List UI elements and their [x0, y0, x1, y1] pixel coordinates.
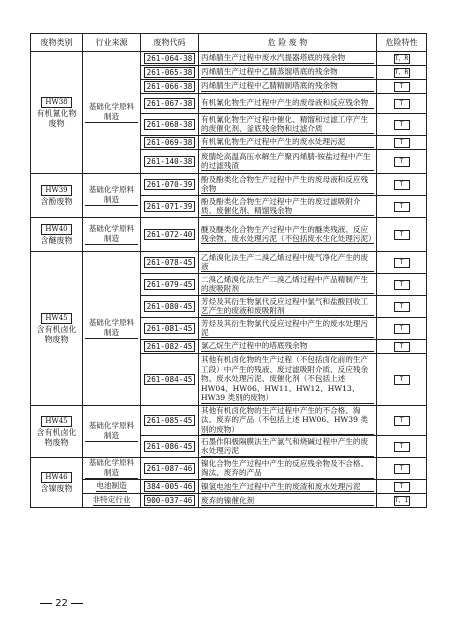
waste-code: 261-070-39: [144, 179, 196, 190]
waste-code-cell: [141, 458, 199, 480]
waste-code-cell: [141, 354, 199, 406]
waste-description-cell: [199, 296, 377, 318]
waste-description: 乙烯溴化法生产二溴乙烯过程中废气净化产生的废液: [201, 253, 374, 273]
waste-description-cell: [199, 354, 377, 406]
source-cell: [83, 174, 141, 218]
waste-code-cell: [141, 218, 199, 252]
waste-description: 其他有机卤化物的生产过程（不包括卤化前的生产工段）中产生的残液、废过滤吸附介质、反应残余物、废水处理污泥、废催化剂（不包括上述HW04、HW06、HW11、HW12、HW13、HW39 类别的废物）: [201, 355, 374, 403]
category-cell: [31, 52, 83, 174]
hazard-property-cell: [377, 354, 427, 406]
waste-description: 废弃的镍催化剂: [201, 496, 374, 506]
waste-code: 261-078-45: [144, 257, 196, 268]
waste-description-cell: [199, 340, 377, 354]
table-row: [31, 174, 427, 196]
waste-description-cell: [199, 80, 377, 94]
hazard-property-cell: [377, 252, 427, 274]
header-waste: 危 险 废 物: [199, 34, 377, 52]
category-cell: [31, 218, 83, 252]
waste-code-cell: [141, 150, 199, 174]
hazard-property-cell: [377, 52, 427, 66]
hazard-property-cell: [377, 274, 427, 296]
waste-description: 二溴乙烯溴化法生产二溴乙烯过程中产品精制产生的废吸附剂: [201, 275, 374, 295]
hazard-property: T，R: [394, 55, 409, 62]
hazard-property: T: [394, 157, 410, 167]
waste-description-cell: [199, 52, 377, 66]
waste-description-cell: [199, 114, 377, 136]
table-row: [31, 406, 427, 436]
waste-code-cell: [141, 66, 199, 80]
hazard-property: T: [394, 324, 410, 334]
table-row: [31, 252, 427, 274]
hazard-property: T: [394, 464, 410, 474]
waste-code: 261-068-38: [144, 119, 196, 130]
waste-code: 261-080-45: [144, 301, 196, 312]
table-row: [31, 480, 427, 494]
category-cell: [31, 406, 83, 458]
header-code: 废物代码: [141, 34, 199, 52]
waste-code: 261-140-38: [144, 156, 196, 167]
hazard-property: T: [394, 258, 410, 268]
source-cell: [83, 406, 141, 458]
waste-description-cell: [199, 252, 377, 274]
waste-code: 261-071-39: [144, 201, 196, 212]
waste-description-cell: [199, 406, 377, 436]
category-code: HW45: [41, 313, 71, 324]
hazard-property: T: [394, 99, 410, 109]
waste-description: 酚及酚类化合物生产过程中产生的废过滤吸附介质、废催化剂、精馏残余物: [201, 197, 374, 217]
source-cell: [83, 458, 141, 480]
source-cell: [83, 494, 141, 508]
category-code: HW46: [41, 472, 71, 483]
source-text: 基础化学原料制造: [85, 421, 138, 442]
page-number-dash-right: [71, 603, 83, 604]
hazard-property: T: [394, 82, 410, 92]
waste-description: 芳烃及其衍生物氯代反应过程中产生的废水处理污泥: [201, 319, 374, 339]
hazard-property-cell: [377, 174, 427, 196]
waste-description-cell: [199, 174, 377, 196]
category-code: HW45: [41, 416, 71, 427]
waste-description: 丙烯腈生产过程中废水汽提器塔底的残余物: [201, 53, 374, 63]
source-cell: [83, 218, 141, 252]
hazard-property: T: [394, 342, 410, 352]
source-cell: [83, 252, 141, 406]
waste-description: 石墨作阳极隔膜法生产氯气和烧碱过程中产生的废水处理污泥: [201, 437, 374, 457]
waste-description: 有机氰化物生产过程中产生的废水处理污泥: [201, 137, 374, 147]
hazardous-waste-table: [30, 33, 427, 508]
waste-code-cell: [141, 114, 199, 136]
waste-code-cell: [141, 80, 199, 94]
hazard-property-cell: [377, 94, 427, 114]
category-code: HW39: [41, 185, 71, 196]
source-text: 电池制造: [96, 481, 126, 492]
source-cell: [83, 480, 141, 494]
hazard-property: T: [394, 442, 410, 452]
waste-code-cell: [141, 196, 199, 218]
waste-description-cell: [199, 480, 377, 494]
hazard-property-cell: [377, 458, 427, 480]
waste-description: 有机氰化物生产过程中催化、精馏和过滤工序产生的废催化剂、釜底残余物和过滤介质: [201, 115, 374, 135]
waste-code: 261-081-45: [144, 323, 196, 334]
waste-description: 芳烃及其衍生物氯代反应过程中氯气和盐酸回收工艺产生的废液和废吸附剂: [201, 297, 374, 317]
hazard-property-cell: [377, 196, 427, 218]
waste-code-cell: [141, 274, 199, 296]
hazard-property-cell: [377, 480, 427, 494]
waste-description: 镍氢电池生产过程中产生的废渣和废水处理污泥: [201, 482, 374, 492]
waste-code-cell: [141, 296, 199, 318]
source-text: 基础化学原料制造: [85, 318, 138, 339]
source-text: 基础化学原料制造: [85, 185, 138, 206]
waste-description: 丙烯腈生产过程中乙腈蒸馏塔底的残余物: [201, 67, 374, 77]
hazard-property: T: [394, 180, 410, 190]
waste-code-cell: [141, 480, 199, 494]
hazard-property-cell: [377, 114, 427, 136]
waste-description: 丙烯腈生产过程中乙腈精制塔底的残余物: [201, 81, 374, 91]
waste-description-cell: [199, 436, 377, 458]
waste-code: 261-084-45: [144, 374, 196, 385]
category-code: HW40: [41, 224, 71, 235]
header-property: 危险特性: [377, 34, 427, 52]
source-text: 基础化学原料制造: [85, 224, 138, 245]
waste-description-cell: [199, 66, 377, 80]
hazard-property: T: [394, 375, 410, 385]
waste-code: 261-072-40: [144, 229, 196, 240]
waste-description: 镍化合物生产过程中产生的反应残余物及不合格、淘汰、废弃的产品: [201, 459, 374, 479]
hazard-property-cell: [377, 150, 427, 174]
waste-description: 有机氰化物生产过程中产生的废母液和反应残余物: [201, 98, 374, 108]
category-name: 含镍废物: [40, 484, 73, 494]
waste-description-cell: [199, 136, 377, 150]
hazard-property-cell: [377, 80, 427, 94]
waste-description-cell: [199, 150, 377, 174]
hazard-property: T: [394, 230, 410, 240]
waste-code-cell: [141, 494, 199, 508]
category-code: HW38: [41, 97, 71, 108]
hazard-property-cell: [377, 218, 427, 252]
waste-code: 261-082-45: [144, 341, 196, 352]
waste-code: 261-087-46: [144, 463, 196, 474]
page-number: [40, 598, 83, 609]
waste-code: 261-064-38: [144, 53, 196, 64]
hazard-property: T: [394, 202, 410, 212]
category-name: 含醚废物: [40, 236, 73, 245]
waste-description: 氯乙烷生产过程中的塔底残余物: [201, 341, 374, 351]
waste-code: 261-086-45: [144, 441, 196, 452]
waste-code-cell: [141, 318, 199, 340]
source-text: 基础化学原料制造: [85, 102, 138, 123]
waste-description-cell: [199, 458, 377, 480]
category-name: 含有机卤化物废物: [36, 325, 77, 344]
hazard-property: T: [394, 416, 410, 426]
category-name: 含有机卤化物废物: [36, 428, 77, 448]
hazard-property-cell: [377, 136, 427, 150]
waste-code-cell: [141, 94, 199, 114]
source-text: 基础化学原料制造: [85, 458, 138, 479]
waste-description-cell: [199, 196, 377, 218]
table-body: [31, 52, 427, 508]
waste-description: 其他有机卤化物的生产过程中产生的不合格、淘汰、废弃的产品（不包括上述 HW06、HW39 类别的废物）: [201, 406, 374, 435]
page-number-text: 22: [55, 598, 68, 609]
waste-code: 384-005-46: [144, 481, 196, 492]
hazard-property-cell: [377, 296, 427, 318]
hazard-property-cell: [377, 436, 427, 458]
waste-description-cell: [199, 318, 377, 340]
hazard-property: T: [394, 482, 410, 492]
hazard-property: T: [394, 120, 410, 130]
category-cell: [31, 458, 83, 508]
hazard-property-cell: [377, 340, 427, 354]
waste-code: 261-085-45: [144, 415, 196, 426]
table-row: [31, 218, 427, 252]
waste-description: 酚及酚类化合物生产过程中产生的废母液和反应残余物: [201, 175, 374, 195]
waste-code: 900-037-46: [144, 495, 196, 506]
hazard-property-cell: [377, 494, 427, 508]
category-cell: [31, 174, 83, 218]
table-row: [31, 458, 427, 480]
table-row: [31, 52, 427, 66]
waste-code: 261-067-38: [144, 98, 196, 109]
source-cell: [83, 52, 141, 174]
header-source: 行业来源: [83, 34, 141, 52]
waste-code: 261-079-45: [144, 279, 196, 290]
waste-description: 废腈纶高温高压水解生产聚丙烯腈-铵盐过程中产生的过滤残渣: [201, 152, 374, 172]
category-name: 含酚废物: [40, 197, 73, 206]
waste-code-cell: [141, 340, 199, 354]
category-cell: [31, 252, 83, 406]
hazard-property: T: [394, 280, 410, 290]
waste-code-cell: [141, 52, 199, 66]
waste-description-cell: [199, 274, 377, 296]
hazard-property: T，R: [394, 69, 409, 76]
hazard-property-cell: [377, 318, 427, 340]
hazard-property-cell: [377, 406, 427, 436]
waste-code: 261-066-38: [144, 81, 196, 92]
category-name: 有机氰化物废物: [36, 109, 77, 128]
hazard-property: T，I: [394, 497, 409, 505]
waste-code-cell: [141, 136, 199, 150]
waste-code: 261-065-38: [144, 67, 196, 78]
source-text: 非特定行业: [93, 495, 131, 506]
waste-code-cell: [141, 436, 199, 458]
waste-code-cell: [141, 174, 199, 196]
header-category: 废物类别: [31, 34, 83, 52]
waste-description-cell: [199, 218, 377, 252]
hazard-property-cell: [377, 66, 427, 80]
table-row: [31, 494, 427, 508]
page-number-dash-left: [40, 603, 52, 604]
waste-code-cell: [141, 252, 199, 274]
table-header-row: [31, 34, 427, 52]
waste-code: 261-069-38: [144, 137, 196, 148]
waste-description: 醚及醚类化合物生产过程中产生的醚类残液、反应残余物、废水处理污泥（不包括废水生化处理污泥）: [201, 224, 376, 243]
waste-code-cell: [141, 406, 199, 436]
hazard-property: T: [394, 138, 410, 148]
waste-description-cell: [199, 494, 377, 508]
waste-description-cell: [199, 94, 377, 114]
hazard-property: T: [394, 302, 410, 312]
